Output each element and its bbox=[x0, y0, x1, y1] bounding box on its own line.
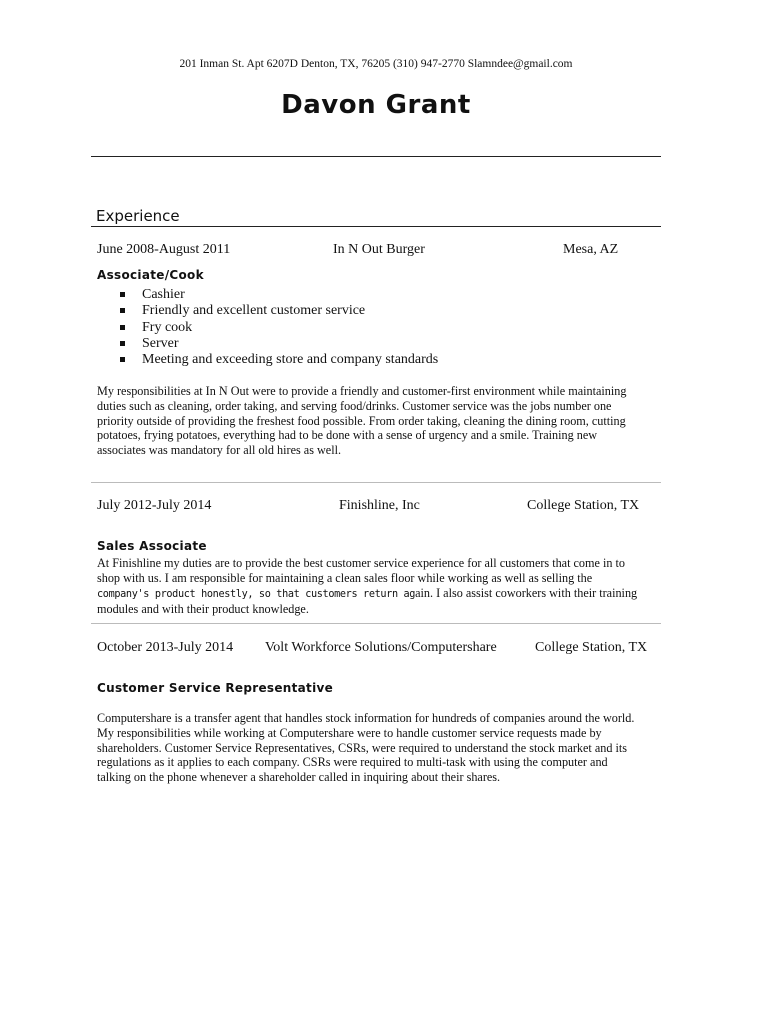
description-line: Computershare is a transfer agent that handles stock information for hundreds of companies around the world. bbox=[97, 711, 635, 725]
contact-info: 201 Inman St. Apt 6207D Denton, TX, 76205 (310) 947-2770 Slamndee@gmail.com bbox=[179, 58, 573, 70]
job-role: Customer Service Representative bbox=[97, 681, 334, 695]
description-line: shop with us. I am responsible for maintaining a clean sales floor while working as well as selling the bbox=[97, 570, 593, 585]
description-line: associates was mandatory for all old hires as well. bbox=[97, 443, 342, 458]
bullet-square-icon bbox=[120, 357, 125, 362]
job-dates: October 2013-July 2014 bbox=[97, 640, 234, 655]
header-divider bbox=[91, 156, 661, 157]
list-item-text: Server bbox=[142, 335, 179, 351]
bullet-square-icon bbox=[120, 308, 125, 313]
duties-list bbox=[118, 287, 438, 368]
description-line: talking on the phone whenever a shareholder called in inquiring about their shares. bbox=[97, 770, 501, 785]
job-divider bbox=[91, 482, 661, 483]
candidate-name: Davon Grant bbox=[281, 90, 471, 120]
job-location: College Station, TX bbox=[535, 640, 648, 655]
description-line bbox=[97, 586, 657, 603]
list-item-text: Friendly and excellent customer service bbox=[142, 303, 366, 319]
list-item bbox=[118, 336, 438, 352]
job-description bbox=[97, 384, 657, 458]
description-line: regulations as it applies to each company. CSRs were required to multi-task with using the computer and bbox=[97, 755, 608, 770]
job-divider bbox=[91, 623, 661, 624]
description-line: At Finishline my duties are to provide the best customer service experience for all customers that come in to bbox=[97, 556, 625, 570]
description-line: potatoes, frying potatoes, everything had to be done with a sense of urgency and a smile. Training new bbox=[97, 428, 598, 443]
job-role: Associate/Cook bbox=[97, 268, 204, 282]
description-mono-fragment: company's product honestly, so that customers return ag bbox=[97, 588, 416, 600]
bullet-square-icon bbox=[120, 292, 125, 297]
job-company: Volt Workforce Solutions/Computershare bbox=[265, 640, 497, 655]
list-item-text: Meeting and exceeding store and company standards bbox=[142, 352, 439, 368]
description-fragment: ain. I also assist coworkers with their training bbox=[415, 585, 638, 600]
section-divider bbox=[91, 226, 661, 227]
job-company: In N Out Burger bbox=[333, 242, 425, 257]
list-item bbox=[118, 320, 438, 336]
job-dates: July 2012-July 2014 bbox=[97, 498, 212, 513]
job-dates: June 2008-August 2011 bbox=[97, 242, 231, 257]
job-role: Sales Associate bbox=[97, 539, 207, 553]
list-item-text: Cashier bbox=[142, 287, 185, 302]
list-item bbox=[118, 287, 438, 303]
description-line: My responsibilities while working at Computershare were to handle customer service requests made by bbox=[97, 725, 602, 740]
job-description bbox=[97, 711, 657, 785]
section-title-experience: Experience bbox=[96, 207, 180, 225]
bullet-square-icon bbox=[120, 325, 125, 330]
list-item bbox=[118, 352, 438, 368]
job-description bbox=[97, 556, 657, 617]
list-item bbox=[118, 303, 438, 319]
description-line: priority outside of providing the freshest food possible. From order taking, cleaning the dining room, cutting bbox=[97, 413, 626, 428]
description-line: My responsibilities at In N Out were to provide a friendly and customer-first environment while maintaining bbox=[97, 384, 627, 398]
description-line: modules and with their product knowledge. bbox=[97, 602, 309, 617]
job-location: College Station, TX bbox=[527, 498, 640, 513]
bullet-square-icon bbox=[120, 341, 125, 346]
job-company: Finishline, Inc bbox=[339, 498, 420, 513]
job-location: Mesa, AZ bbox=[563, 242, 619, 257]
description-line: shareholders. Customer Service Representatives, CSRs, were required to understand the stock market and its bbox=[97, 740, 628, 755]
list-item-text: Fry cook bbox=[142, 319, 193, 335]
description-line: duties such as cleaning, order taking, and serving food/drinks. Customer service was the jobs number one bbox=[97, 398, 612, 413]
